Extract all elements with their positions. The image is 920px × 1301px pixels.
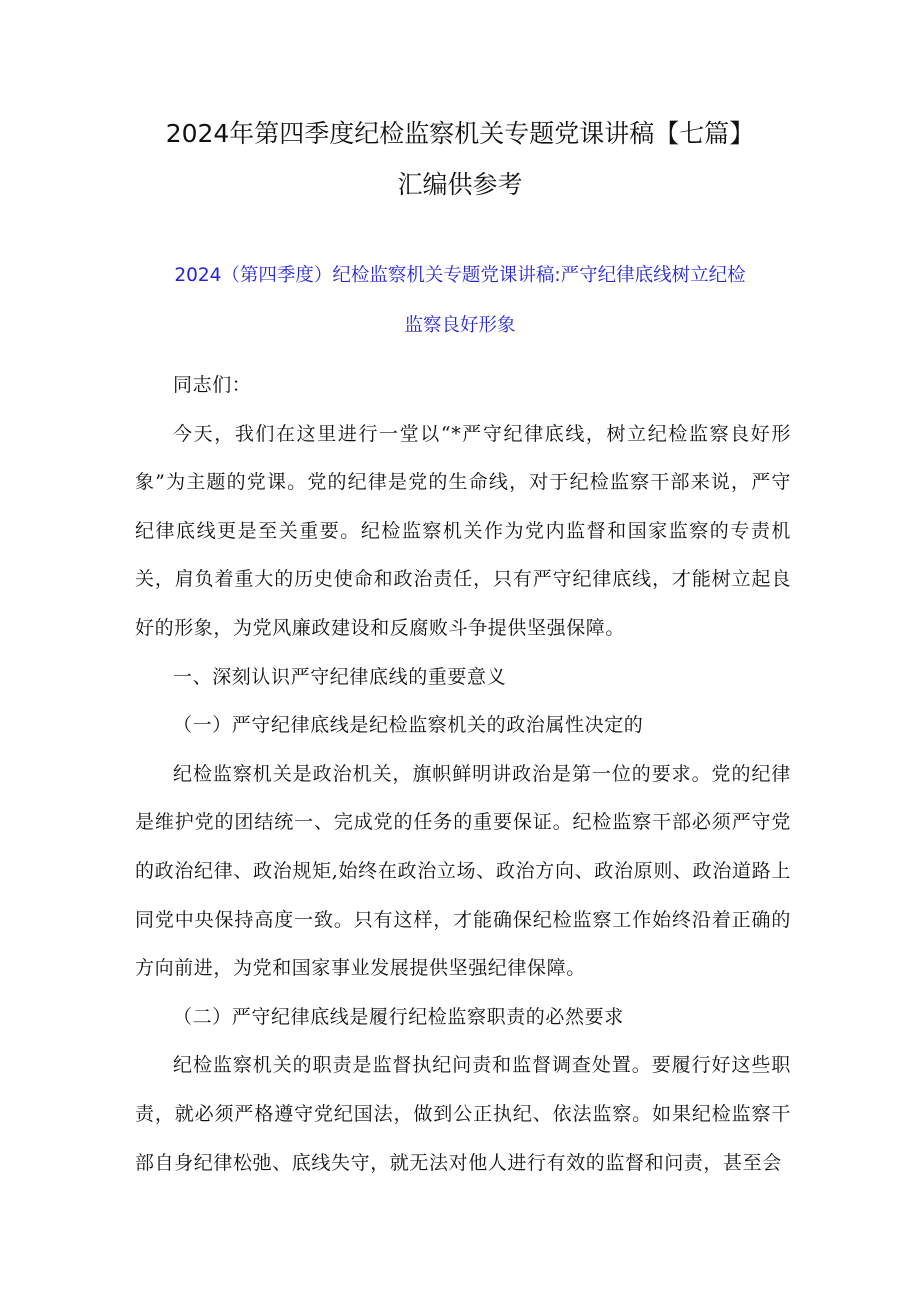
document-title <box>100 113 820 206</box>
salutation: 同志们： <box>173 374 252 396</box>
body-paragraph: 纪检监察机关是政治机关，旗帜鲜明讲政治是第一位的要求。党的纪律是维护党的团结统一、完成党的任务的重要保证。纪检监察干部必须严守党的政治纪律、政治规矩,始终在政治立场、政治方向、政治原则、政治道路上同党中央保持高度一致。只有这样，才能确保纪检监察工作始终沿着正确的方向前进，为党和国家事业发展提供坚强纪律保障。 <box>135 762 791 980</box>
section-heading-line-1: 2024（第四季度）纪检监察机关专题党课讲稿:严守纪律底线树立纪检 <box>174 265 746 286</box>
subsection-heading-1: （一）严守纪律底线是纪检监察机关的政治属性决定的 <box>173 714 644 737</box>
body-paragraph: 纪检监察机关的职责是监督执纪问责和监督调查处置。要履行好这些职责，就必须严格遵守党纪国法，做到公正执纪、依法监察。如果纪检监察干部自身纪律松弛、底线失守，就无法对他人进行有效的监督和问责，甚至会 <box>135 1054 791 1174</box>
document-title-line-1: 2024年第四季度纪检监察机关专题党课讲稿【七篇】 <box>165 119 755 148</box>
document-title-line-2: 汇编供参考 <box>397 170 523 199</box>
subsection-heading-2: （二）严守纪律底线是履行纪检监察职责的必然要求 <box>173 1005 624 1028</box>
body-paragraph: 今天，我们在这里进行一堂以“*严守纪律底线，树立纪检监察良好形象”为主题的党课。党的纪律是党的生命线，对于纪检监察干部来说，严守纪律底线更是至关重要。纪检监察机关作为党内监督和国家监察的专责机关，肩负着重大的历史使命和政治责任，只有严守纪律底线，才能树立起良好的形象，为党风廉政建设和反腐败斗争提供坚强保障。 <box>135 422 791 639</box>
document-body <box>135 361 791 1187</box>
section-heading-line-2: 监察良好形象 <box>404 315 516 336</box>
section-heading-1: 一、深刻认识严守纪律底线的重要意义 <box>173 665 507 688</box>
section-heading <box>120 263 800 339</box>
